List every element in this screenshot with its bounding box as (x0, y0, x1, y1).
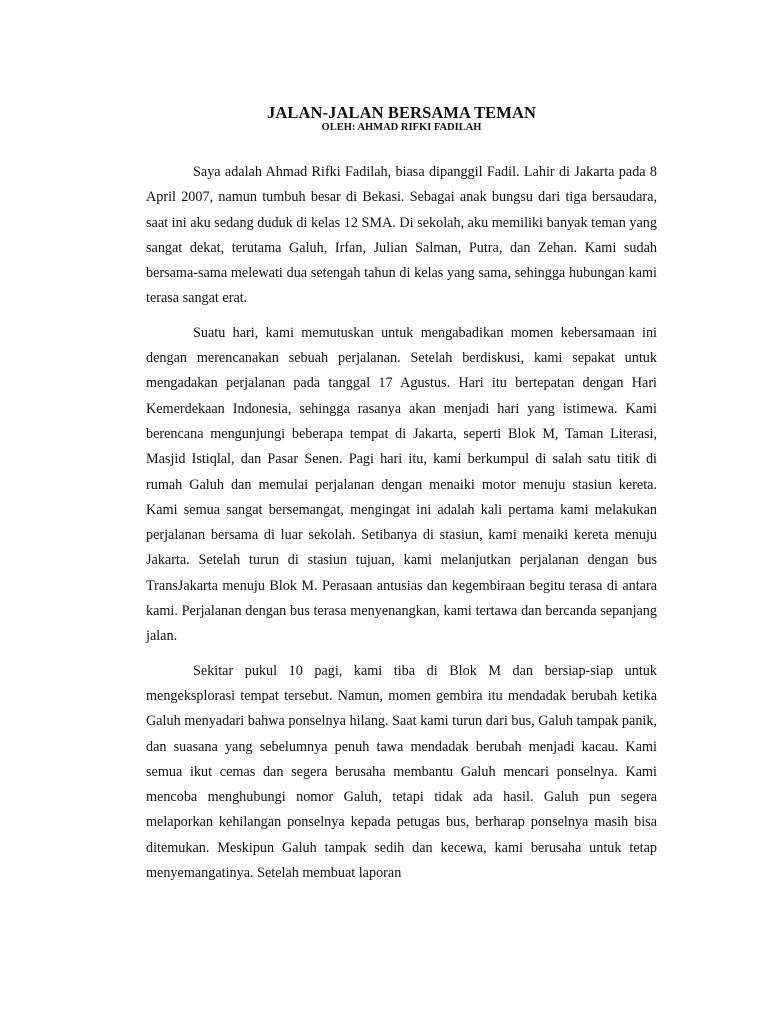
document-title: JALAN-JALAN BERSAMA TEMAN (267, 103, 536, 122)
author-line: OLEH: AHMAD RIFKI FADILAH (321, 122, 482, 133)
document-page (146, 104, 657, 895)
paragraph-2: Suatu hari, kami memutuskan untuk mengabadikan momen kebersamaan ini dengan merencanakan sebuah perjalanan. Setelah berdiskusi, kami sepakat untuk mengadakan perjalanan pada tanggal 17 Agustus. Hari itu bertepatan dengan Hari Kemerdekaan Indonesia, sehingga rasanya akan menjadi hari yang istimewa. Kami berencana mengunjungi beberapa tempat di Jakarta, seperti Blok M, Taman Literasi, Masjid Istiqlal, dan Pasar Senen. Pagi hari itu, kami berkumpul di salah satu titik di rumah Galuh dan memulai perjalanan dengan menaiki motor menuju stasiun kereta. Kami semua sangat bersemangat, mengingat ini adalah kali pertama kami melakukan perjalanan bersama di luar sekolah. Setibanya di stasiun, kami menaiki kereta menuju Jakarta. Setelah turun di stasiun tujuan, kami melanjutkan perjalanan dengan bus TransJakarta menuju Blok M. Perasaan antusias dan kegembiraan begitu terasa di antara kami. Perjalanan dengan bus terasa menyenangkan, kami tertawa dan bercanda sepanjang jalan. (146, 324, 657, 645)
paragraph-1: Saya adalah Ahmad Rifki Fadilah, biasa dipanggil Fadil. Lahir di Jakarta pada 8 April 2007, namun tumbuh besar di Bekasi. Sebagai anak bungsu dari tiga bersaudara, saat ini aku sedang duduk di kelas 12 SMA. Di sekolah, aku memiliki banyak teman yang sangat dekat, terutama Galuh, Irfan, Julian Salman, Putra, dan Zehan. Kami sudah bersama-sama melewati dua setengah tahun di kelas yang sama, sehingga hubungan kami terasa sangat erat. (146, 164, 657, 307)
paragraph-3: Sekitar pukul 10 pagi, kami tiba di Blok M dan bersiap-siap untuk mengeksplorasi tempat tersebut. Namun, momen gembira itu mendadak berubah ketika Galuh menyadari bahwa ponselnya hilang. Saat kami turun dari bus, Galuh tampak panik, dan suasana yang sebelumnya penuh tawa mendadak berubah menjadi kacau. Kami semua ikut cemas dan segera berusaha membantu Galuh mencari ponselnya. Kami mencoba menghubungi nomor Galuh, tetapi tidak ada hasil. Galuh pun segera melaporkan kehilangan ponselnya kepada petugas bus, berharap ponselnya masih bisa ditemukan. Meskipun Galuh tampak sedih dan kecewa, kami berusaha untuk tetap menyemangatinya. Setelah membuat laporan (146, 662, 657, 882)
